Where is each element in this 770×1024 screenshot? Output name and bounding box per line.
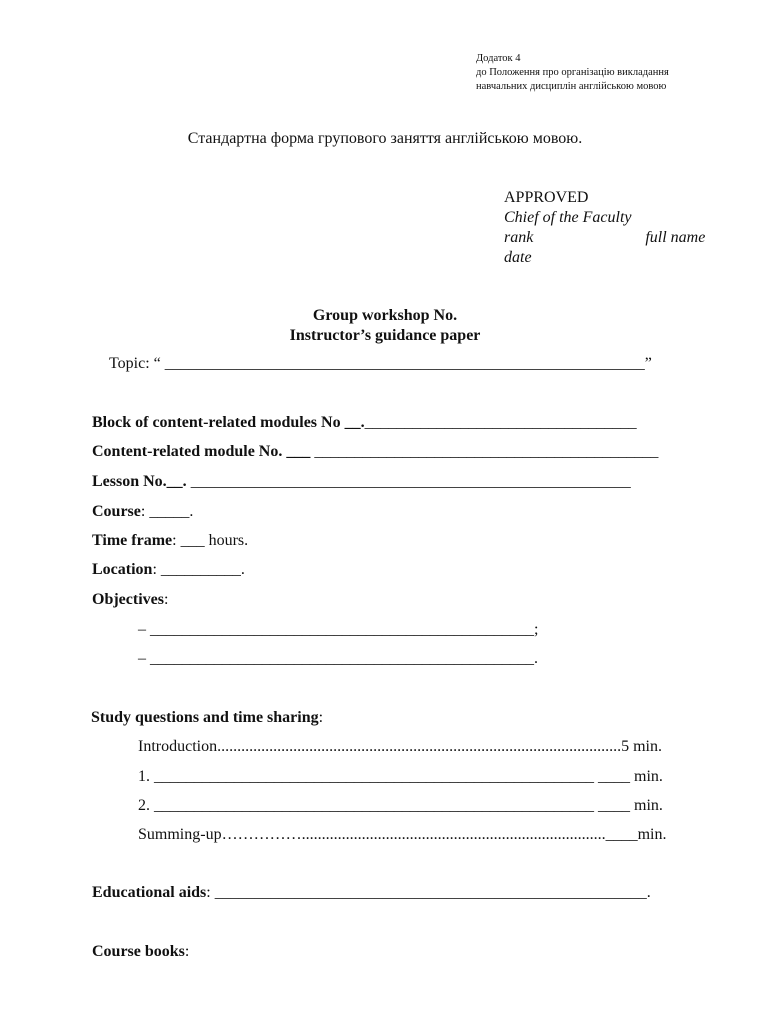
- lesson-value: _______________________________________________________: [186, 473, 631, 490]
- study-questions-heading: [91, 709, 323, 727]
- course-books-colon: :: [184, 943, 190, 960]
- study-item-summing-up: Summing-up……………............................................................................____min.: [138, 826, 667, 843]
- educational-aids-label: Educational aids: [92, 884, 207, 901]
- module-label: Content-related module No. ___: [92, 443, 311, 460]
- lesson-label: Lesson No.__.: [92, 473, 187, 490]
- location-label: Location: [92, 561, 153, 578]
- study-questions-label: Study questions and time sharing: [91, 709, 319, 726]
- approval-role: Chief of the Faculty: [504, 209, 632, 226]
- approved-label: APPROVED: [504, 189, 589, 206]
- approval-full-name: full name: [645, 229, 706, 246]
- study-questions-colon: :: [318, 709, 324, 726]
- objectives-label: Objectives: [92, 591, 164, 608]
- module-field: [92, 443, 658, 461]
- appendix-line-2: до Положення про організацію викладання: [476, 67, 669, 78]
- objective-item-2: – ________________________________________________.: [138, 650, 538, 667]
- lesson-field: [92, 473, 631, 491]
- approval-rank-row: [504, 228, 705, 248]
- workshop-title: Group workshop No.: [312, 307, 458, 324]
- guidance-title: Instructor’s guidance paper: [289, 327, 481, 344]
- objectives-colon: :: [163, 591, 169, 608]
- location-field: [92, 561, 245, 579]
- time-frame-label: Time frame: [92, 532, 173, 549]
- topic-line: Topic: “ ____________________________________________________________”: [109, 355, 652, 372]
- approval-block: [504, 188, 705, 268]
- location-value: : __________.: [152, 561, 245, 578]
- module-value: ___________________________________________: [310, 443, 659, 460]
- objective-item-1: – ________________________________________________;: [138, 621, 539, 638]
- time-frame-value: : ___ hours.: [172, 532, 249, 549]
- educational-aids-field: [92, 884, 651, 902]
- educational-aids-value: : ______________________________________________________.: [206, 884, 651, 901]
- study-item-1: 1. _______________________________________________________ ____ min.: [138, 768, 663, 785]
- course-field: [92, 503, 193, 521]
- time-frame-field: [92, 532, 248, 550]
- study-item-introduction: Introduction.....................................................................................................5 min.: [138, 738, 662, 755]
- approval-date: date: [504, 249, 532, 266]
- approval-rank: rank: [504, 229, 534, 246]
- appendix-line-3: навчальних дисциплін англійською мовою: [476, 81, 667, 92]
- form-title: Стандартна форма групового заняття англійською мовою.: [187, 130, 583, 147]
- course-value: : _____.: [140, 503, 194, 520]
- course-books-field: [92, 943, 189, 961]
- course-books-label: Course books: [92, 943, 185, 960]
- block-field: [92, 414, 637, 432]
- study-item-2: 2. _______________________________________________________ ____ min.: [138, 797, 663, 814]
- block-label: Block of content-related modules No __.: [92, 414, 365, 431]
- objectives-field: [92, 591, 168, 609]
- course-label: Course: [92, 503, 141, 520]
- appendix-line-1: Додаток 4: [476, 53, 521, 64]
- appendix-note: [476, 52, 669, 94]
- block-value: __________________________________: [364, 414, 637, 431]
